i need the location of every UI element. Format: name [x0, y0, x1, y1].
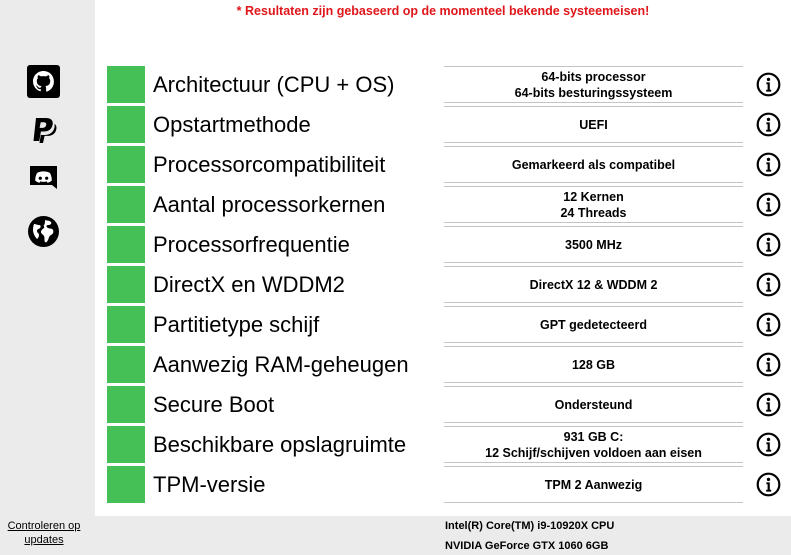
value-line-1: DirectX 12 & WDDM 2 [529, 277, 658, 292]
requirement-row-partition-type [107, 305, 791, 345]
requirement-label: Opstartmethode [153, 112, 311, 137]
status-indicator [107, 226, 145, 263]
value-line-2: 24 Threads [560, 205, 627, 220]
info-icon[interactable] [756, 312, 781, 337]
requirement-value [444, 346, 743, 383]
requirement-value [444, 386, 743, 423]
requirement-row-cpu-frequency [107, 225, 791, 265]
requirement-value [444, 466, 743, 503]
status-indicator [107, 426, 145, 463]
requirement-row-boot-method [107, 105, 791, 145]
requirement-label: Processorcompatibiliteit [153, 152, 386, 177]
info-icon[interactable] [756, 272, 781, 297]
gpu-name: NVIDIA GeForce GTX 1060 6GB [445, 540, 609, 552]
value-line-1: 64-bits processor [541, 69, 646, 84]
system-info-footer [95, 516, 791, 555]
requirement-value [444, 186, 743, 223]
sidebar [0, 0, 95, 555]
requirement-row-directx [107, 265, 791, 305]
status-indicator [107, 346, 145, 383]
requirement-row-ram [107, 345, 791, 385]
requirement-label: Secure Boot [153, 392, 275, 417]
value-line-2: 64-bits besturingssysteem [514, 85, 673, 100]
info-icon[interactable] [756, 152, 781, 177]
info-icon[interactable] [756, 112, 781, 137]
requirement-value [444, 106, 743, 143]
value-line-1: 12 Kernen [563, 189, 624, 204]
value-line-1: Ondersteund [554, 397, 633, 412]
requirement-label: Architectuur (CPU + OS) [153, 72, 395, 97]
requirement-value [444, 146, 743, 183]
requirement-label: DirectX en WDDM2 [153, 272, 345, 297]
requirement-value [444, 426, 743, 463]
requirement-label: Beschikbare opslagruimte [153, 432, 407, 457]
requirement-label: Aanwezig RAM-geheugen [153, 352, 409, 377]
info-icon[interactable] [756, 472, 781, 497]
requirement-label: TPM-versie [153, 472, 266, 497]
requirement-row-cpu-cores [107, 185, 791, 225]
globe-icon[interactable] [27, 215, 60, 248]
value-line-1: GPT gedetecteerd [540, 317, 647, 332]
github-icon[interactable] [27, 65, 60, 98]
status-indicator [107, 66, 145, 103]
value-line-1: UEFI [579, 117, 608, 132]
status-indicator [107, 386, 145, 423]
paypal-icon[interactable] [27, 114, 60, 147]
requirement-value [444, 226, 743, 263]
status-indicator [107, 266, 145, 303]
requirement-row-tpm [107, 465, 791, 505]
cpu-name: Intel(R) Core(TM) i9-10920X CPU [445, 520, 615, 532]
info-icon[interactable] [756, 432, 781, 457]
status-indicator [107, 106, 145, 143]
requirement-label: Aantal processorkernen [153, 192, 386, 217]
value-line-1: Gemarkeerd als compatibel [511, 157, 676, 172]
value-line-1: 3500 MHz [565, 237, 622, 252]
info-icon[interactable] [756, 392, 781, 417]
requirement-row-cpu-compatibility [107, 145, 791, 185]
requirement-value [444, 306, 743, 343]
requirement-label: Processorfrequentie [153, 232, 350, 257]
info-icon[interactable] [756, 232, 781, 257]
value-line-1: 128 GB [571, 357, 616, 372]
requirements-warning: * Resultaten zijn gebaseerd op de momenteel bekende systeemeisen! [236, 4, 650, 18]
status-indicator [107, 306, 145, 343]
info-icon[interactable] [756, 72, 781, 97]
discord-icon[interactable] [27, 163, 60, 196]
requirement-row-secure-boot [107, 385, 791, 425]
check-updates-link[interactable]: Controleren op updates [7, 520, 81, 546]
status-indicator [107, 146, 145, 183]
status-indicator [107, 466, 145, 503]
requirement-label: Partitietype schijf [153, 312, 320, 337]
value-line-2: 12 Schijf/schijven voldoen aan eisen [485, 445, 702, 460]
requirement-value [444, 266, 743, 303]
status-indicator [107, 186, 145, 223]
requirement-row-storage [107, 425, 791, 465]
info-icon[interactable] [756, 192, 781, 217]
value-line-1: TPM 2 Aanwezig [544, 477, 643, 492]
requirement-row-architecture [107, 65, 791, 105]
info-icon[interactable] [756, 352, 781, 377]
requirement-value [444, 66, 743, 103]
value-line-1: 931 GB C: [563, 429, 624, 444]
